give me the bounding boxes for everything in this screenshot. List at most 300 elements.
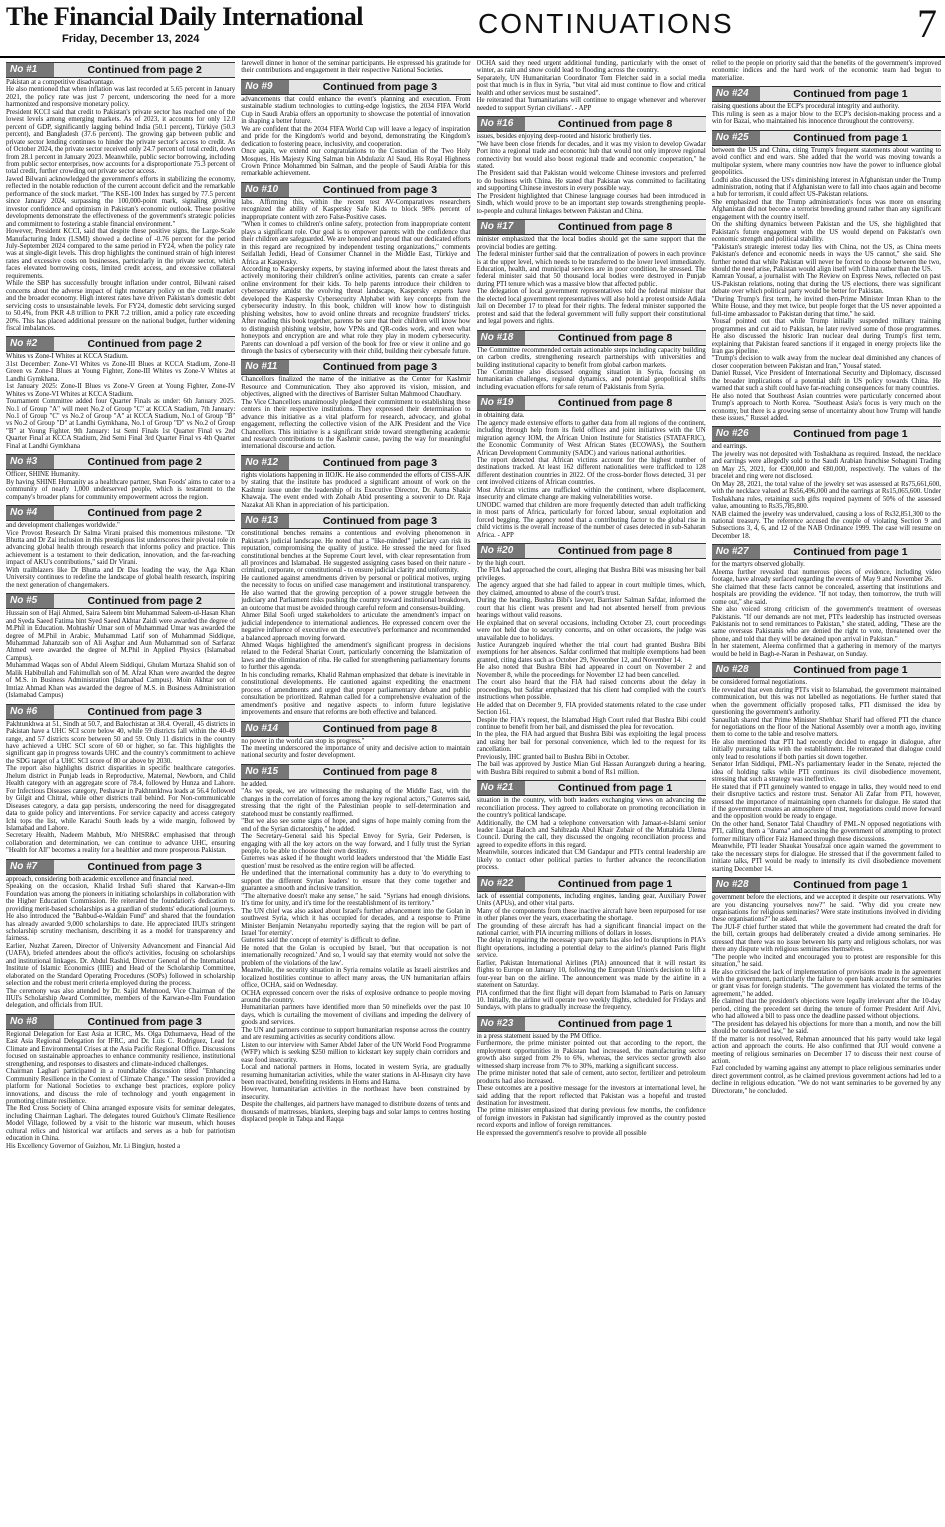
continuation-header [241, 359, 470, 375]
continuation-block [6, 1014, 235, 1150]
column-1 [6, 60, 235, 1522]
paragraph: Ahmed Waqas highlighted the amendment's significant progress in decisions related to the Federal Shariat Court, particularly concerning the Islamization of laws and the elimination of riba. He called for strengthening parliamentary forums to further this agenda. [241, 642, 471, 672]
article-body [477, 347, 706, 392]
paragraph: He also noted that Southeast Asian countries were particularly concerned about Trump's approach to North Korea. "Southeast Asia's focus is very much on the economy, but there is a growing sense of uncertainty about how Trump will handle these issues," Russel added. [711, 392, 941, 423]
paragraph: The UN and partners continue to support humanitarian response across the country and are resuming activities as security conditions allow. [241, 1026, 471, 1042]
article-body [6, 876, 235, 1010]
continuation-header [712, 86, 941, 102]
article-body [241, 472, 470, 509]
paragraph: Speaking on the occasion, Khalid Irshad Sufi shared that Karwan-e-Ilm Foundation was among the pioneers in initiating scholarships in collaboration with the Higher Education Commission. He reiterated the foundation's dedication to providing merit-based scholarships as a guardian of students' educational journeys. He also introduced the "Bahbud-e-Waldain Fund" and shared that the foundation has already awarded 9,000 scholarships to date. He appreciated IIUI's stringent scholarship scrutiny mechanism, describing it as a model for transparency and fairness. [6, 883, 236, 943]
paragraph: The JUI-F chief further stated that while the government had created the draft for the bill, certain groups had deliberately created a divide among seminaries. He stressed that there was no issue between his party and religious scholars, nor was there any dispute with religious seminaries themselves. [711, 923, 941, 954]
continuation-block [6, 336, 235, 450]
article-body [712, 147, 941, 423]
continuation-block [712, 86, 941, 125]
article-body [477, 893, 706, 1012]
continuation-header [6, 505, 235, 521]
paragraph: Chancellors finalized the name of the initiative as the Center for Kashmir Resource and Communication. They also approved its vision, mission, and objectives, aligned with the directives of Barrister Sultan Mahmood Chaudhary. [241, 376, 471, 399]
continuation-number: No #20 [477, 544, 525, 558]
page-number: 7 [917, 1, 937, 46]
continuation-block [712, 130, 941, 423]
paragraph: The federal minister further said that the centralization of powers in each province is at the upper level, which needs to be transferred to the lower level immediately. Education, health, and municipal services are in poor condition, he stressed. The federal minister said that 50 thousand local bodies were destroyed in Punjab during PTI tenure which was a massive blow that affected public. [476, 251, 706, 288]
paragraph: Meanwhile, the security situation in Syria remains volatile as Israeli airstrikes and localized hostilities continue to affect many areas, the UN humanitarian affairs office, OCHA, said on Wednesday. [241, 967, 471, 990]
paragraph: Vice Provost Research Dr Salma Virani praised this momentous milestone. "Dr Bhutta and Dr Zai inclusion in this prestigious list underscores their pivotal role in advancing global health through research that informs policy and practice. This achievement is a testament to their dedication, innovation, and the far-reaching impact of AKU's contributions," said Dr Virani. [6, 529, 236, 567]
continuation-block [477, 116, 706, 215]
article-body [6, 79, 235, 332]
paragraph: The Committee also discussed ongoing situation in Syria, focusing on humanitarian challenges, regional dynamics, and potential geopolitical shifts including evacuation efforts for safe return of Pakistanis from Syria. [476, 368, 706, 391]
continuation-header [477, 330, 706, 346]
paragraph: He added that on December 9, FIA provided statements related to the case under Section 161. [476, 701, 706, 717]
paragraph: issues, besides enjoying deep-rooted and historic brotherly ties. [476, 133, 652, 141]
paragraph: "When it comes to children's online safety, protection from inappropriate content plays a significant role. Our goal is to empower parents with the confidence that their children are safeguarded. We are honored and proud that our dedicated efforts in this regard are recognized by independent testing organizations," comments Seifallah Jedidi, Head of Consumer Channel in the Middle East, Türkiye and Africa at Kaspersky. [241, 221, 471, 266]
paragraph: Guterres said the concept of eternity' is difficult to define. [241, 937, 401, 945]
paragraph: UNODC warned that children are more frequently detected than adult trafficking in most parts of Africa, particularly for forced labour, sexual exploitation and forced begging. The agency noted that a contributing factor to the global rise in child victims is the overall increase of the number of cases detected in sub-Saharan Africa. - APP [476, 501, 706, 539]
paragraph: She also voiced strong criticism of the government's treatment of overseas Pakistanis. "If our demands are not met, PTI's leadership has instructed overseas Pakistanis not to send remittances to Pakistan," she stated, adding, "These are the same overseas Pakistanis who are denied the right to vote, threatened over the phone, and told that they will be detained upon arrival in Pakistan." [711, 606, 941, 643]
paragraph: She claimed that these facts cannot be concealed, asserting that institutions and hospitals are providing the evidence. "If not today, then tomorrow, the truth will come out," she said. [711, 583, 941, 606]
continuation-block [477, 219, 706, 325]
continuation-header [241, 513, 470, 529]
continuation-header [712, 877, 941, 893]
paragraph: He also mentioned that PTI had recently decided to engage in dialogue, after initially pursuing talks with the establishment. He reiterated that dialogue could only lead to resolutions if both parties sit down together. [711, 738, 941, 761]
continuation-block [6, 62, 235, 332]
continuation-number: No #28 [712, 878, 760, 892]
paragraph: By having SHINE Humanity as a healthcare partner, Shan Foods' aims to cater to a community of nearly 1,000 underserved people, which is testament to the company's broader plans for community empowerment across the region. [6, 478, 236, 501]
paragraph: Additionally, the CM had a telephone conversation with Jamaat-e-Islami senior leader Liaqat Baloch and Sahibzada Abul Khair Zubair of the Muttahida Ulema Council. During the call, they discussed the ongoing reconciliation process and agreed to expedite efforts in this regard. [476, 819, 706, 849]
paragraph: 1st January 2025: Zone-II Blues vs Zone-V Green at Young Fighter, Zone-IV Whites vs Zone-VI Whites at KCCA Stadium. [6, 383, 236, 398]
article-body [712, 443, 941, 540]
continuation-block [241, 60, 470, 75]
continuation-title: Continued from page 2 [87, 64, 202, 76]
paragraph: Humanitarian partners have identified more than 50 minefields over the past 10 days, which is curtailing the movement of civilians and impeding the delivery of goods and services. [241, 1004, 471, 1027]
paragraph: Kamran Yousaf, a journalist with The Review on Express News, reflected on past US-Pakistan relations, noting that during the US elections, there was significant debate over which political party would be better for Pakistan. [711, 273, 941, 296]
continuation-title: Continued from page 3 [322, 456, 438, 469]
paragraph: He also mentioned that when inflation was last recorded at 5.65 percent in January 2021, the policy rate was just 7 percent, underscoring the need for a more harmonized and responsive monetary policy. [6, 86, 236, 109]
column-2 [241, 60, 470, 1522]
continuation-title: Continued from page 8 [557, 221, 673, 234]
continuation-title: Continued from page 3 [87, 705, 202, 718]
paragraph: He expressed the government's resolve to provide all possible [476, 1129, 647, 1137]
paragraph: The UN chief was also asked about Israel's further advancement into the Golan in southwest Syria, which it has occupied for decades, and a response to Prime Minister Benjamin Netanyahu reportedly saying that the region will be part of Israel 'for eternity'. [241, 907, 471, 937]
continuation-header [477, 116, 706, 132]
continuation-number: No #17 [477, 220, 525, 234]
continuation-block [477, 330, 706, 392]
paragraph: He stated that if PTI genuinely wanted to engage in talks, they would need to end their disruptive tactics and restore trust. Senator Ali Zafar from PTI, however, stressed the importance of maintaining open channels for dialogue. He stated that if the government creates an atmosphere of trust, negotiations could move forward and the opposition would be ready to engage. [711, 783, 941, 821]
continuation-number: No #13 [241, 514, 289, 528]
paragraph: for the martyrs observed globally. [711, 561, 805, 569]
paragraph: The President highlighted that Chinese language courses had been introduced in Sindh, which would prove to be an important step towards strengthening people-to-people and cultural linkages between Pakistan and China. [476, 192, 706, 215]
continuation-number: No #18 [477, 331, 525, 345]
paragraph: Senator Irfan Siddiqui, PML-N's parliamentary leader in the Senate, rejected the idea of holding talks while PTI continues its civil disobedience movement, stressing that such a strategy was ineffective. [711, 761, 941, 784]
paragraph: and earrings. [711, 443, 748, 451]
paragraph: Pakistan at a competitive disadvantage. [6, 79, 115, 86]
paragraph: He explained that on several occasions, including October 23, court proceedings were not held due to security concerns, and on other occasions, the judge was unavailable due to holidays. [476, 619, 706, 642]
paragraph: advancements that could enhance the event's planning and execution. From sustainable stadium technologies to cutting-edge logistics, the 2034 FIFA World Cup in Saudi Arabia offers an opportunity to showcase the potential of innovation in shaping a better future. [241, 95, 471, 126]
continuation-header [6, 336, 235, 352]
paragraph: Ahmer Bilal Soofi urged stakeholders to articulate the amendment's impact on judicial independence to international audiences. He expressed concern over the negative influence of executive on the executive's performance and recommended a balanced approach moving forward. [241, 612, 471, 642]
paragraph: Most African victims are trafficked within the continent, where displacement, insecurity and climate change are making vulnerabilities worse. [476, 486, 706, 502]
paragraph: The Red Cross Society of China arranged exposure visits for seminar delegates, including Chairman Laghari. The delegates toured Guizhou's Climate Resilience Model Village, followed by a visit to the historic war museum, which houses cultural relics and historical war artifacts and serves as a hub for patriotism education in China. [6, 1105, 236, 1143]
paragraph: raising questions about the ECP's procedural integrity and authority. [711, 103, 900, 111]
continuation-header [477, 395, 706, 411]
continuation-number: No #10 [241, 183, 289, 197]
continuation-number: No #8 [6, 1015, 54, 1029]
paragraph: Many of the components from these inactive aircraft have been repurposed for use in other planes over the years, exacerbating the shortage. [476, 907, 706, 923]
section-title: CONTINUATIONS [478, 8, 734, 39]
continuation-number: No #11 [241, 360, 289, 374]
issue-date: Friday, December 13, 2024 [62, 33, 200, 45]
continuation-block [712, 662, 941, 873]
paragraph: Chairman Laghari participated in a roundtable discussion titled "Enhancing Community Resilience in the Context of Climate Change." The session provided a platform for National Societies to exchange best practices, explore policy innovations, and discuss the role of technology and youth engagement in promoting climate resilience. [6, 1068, 236, 1106]
paragraph: Secretary Health, Nadeem Mahbub, M/o NHSR&C emphasised that through collaboration and determination, we can continue to advance UHC, ensuring "Health for All" becomes a reality for a healthier and more prosperous Pakistan. [6, 832, 236, 855]
paragraph: Lodhi also discussed the US's diminishing interest in Afghanistan under the Trump administration, noting that if Afghanistan were to fall into chaos again and become a hub for terrorism, it could affect US-Pakistan relations. [711, 176, 941, 199]
paragraph: labs. Affirming this, within the recent test AV-Comparatives researchers recognized the ability of Kaspersky Safe Kids to block 98% percent of inappropriate content with zero False-Positive cases. [241, 198, 471, 221]
continuation-title: Continued from page 1 [557, 782, 673, 795]
column-4 [712, 60, 941, 1522]
paragraph: Yousaf pointed out that while Trump initially suspended military training programmes and cut aid to Pakistan, he later revived some of those programmes. He also discussed the historic Iran nuclear deal during Trump's first term, explaining that Pakistan feared sanctions if it engaged in energy projects like the Iran gas pipeline. [711, 318, 941, 355]
continuation-title: Continued from page 8 [557, 331, 673, 344]
newspaper-name: The Financial Daily International [6, 2, 363, 31]
paragraph: His Excellency Governor of Guizhou, Mr. Li Bingjun, hosted a [6, 1142, 181, 1150]
paragraph: in obtaining data. [476, 412, 525, 420]
continuation-block [477, 876, 706, 1012]
paragraph: Pakhtunkhwa at 51, Sindh at 50.7, and Balochistan at 38.4. Overall, 45 districts in Pakistan have a UHC SCI score below 40, while 59 districts fall within the 40-49 range, and 57 districts score between 50 and 59. Only 11 districts in the country have achieved a UHC SCI score of 60 or higher, so far. This highlights the significant gap in progress towards UHC and the country's commitment to achieve the SDG target of a UHC SCI score of 80 or above by 2030. [6, 720, 236, 765]
paragraph: be considered formal negotiations. [711, 679, 808, 687]
continuation-title: Continued from page 8 [322, 722, 438, 735]
paragraph: "We have been close friends for decades, and it was my vision to develop Gwadar Port into a regional trade and economic hub that would not only improve regional connectivity but would also boost regional trade and economic cooperation," he stated. [476, 140, 706, 170]
masthead [0, 0, 945, 58]
paragraph: constitutional benches remains a contentious and evolving phenomenon in Pakistan's judicial landscape. He noted that a "like-minded" judiciary can risk its reputation, compromising the quality of justice. He stressed the need for fixed constitutional benches at the Supreme Court level, with clear representation from all provinces and Islamabad. He suggested assigning cases based on their nature - criminal, corporate, or constitutional - to ensure judicial clarity and uniformity. [241, 530, 471, 575]
continuation-block [6, 454, 235, 501]
paragraph: Regional Delegation for East Asia at ICRC, Ms. Olga Dzhumaeva, Head of the East Asia Regional Delegation for IFRC, and Dr. Luis C. Rodriguez, Lead for Climate and Environmental Crises at the Asia Pacific Regional Office. Discussions focused on sustainable approaches to enhance community resilience, institutional strengthening, and responses to disasters and climate-induced challenges. [6, 1030, 236, 1068]
paragraph: The ceremony was also attended by Dr. Sajid Mehmood, Vice Chairman of the IIUI's Scholarship Award Committee, members of the Karwan-e-Ilm Foundation delegation, and officials from IIUI. [6, 987, 236, 1010]
continuation-header [6, 704, 235, 720]
paragraph: Despite the challenges, aid partners have managed to distribute dozens of tents and thousands of mattresses, blankets, sleeping bags and solar lamps to centres hosting displaced people in Tabqa and Raqqa [241, 1101, 471, 1124]
paragraph: The prime minister emphasized that during previous few months, the confidence of foreign investors in Pakistan had significantly improved as the country posted record exports and inflow of foreign remittances. [476, 1107, 706, 1130]
paragraph: Meanwhile, sources indicated that CM Gandapur and PTI's central leadership are likely to contact other political parties to further advance the reconciliation process. [476, 849, 706, 872]
article-body [6, 353, 235, 450]
continuation-number: No #9 [241, 80, 289, 94]
continuation-header [6, 454, 235, 470]
article-body [6, 522, 235, 589]
paragraph: Tournament Committee added four Quarter Finals as under: 6th January 2025. No.1 of Group "A" will meet No.2 of Group "C" at KCCA Stadium, 7th January: No.1 of Group "C" vs No.2 of Group "A" at KCCA Stadium, No.1 of Group "B" vs No.2 of Group "D" at Landhi Gymkhana, No.1 of Group "D" vs No.2 of Group "B" at Young Fighter. 9th January: 1st Semi Finals 1st Quarter Final vs 2nd Quarter Final at KCCA Stadium, 2nd Semi Final 3rd Quarter Final vs 4th Quarter Final at Landhi Gymkhana [6, 398, 236, 450]
paragraph: Officer, SHINE Humanity. [6, 471, 80, 479]
paragraph: Earlier, Nuzhat Zareen, Director of University Advancement and Financial Aid (UAFA), briefed attendees about the office's activities, focusing on scholarships and institutional linkages. Dr. Abdul Rashid, Director General of the International Institute of Islamic Economics (IIIE) and Head of the Scholarship Committee, elaborated on the Standard Operating Procedures (SOPs) followed in scholarship selection and the robust merit criteria employed during the process. [6, 942, 236, 988]
paragraph: Listen to our interview with Samer Abdel Jaber of the UN World Food Programme (WFP) which is seeking $250 million to kickstart key supply chain corridors and ease food insecurity. [241, 1041, 471, 1064]
paragraph: He noted that the Golan is occupied by Israel, 'but that occupation is not internationally recognized.' And so, I would say that eternity would not solve the problem of the violations of the law'. [241, 944, 471, 967]
continuation-block [712, 60, 941, 82]
continuation-number: No #28 [712, 663, 760, 677]
paragraph: government before the elections, and we accepted it despite our reservations. Why are you distancing yourselves now?" he said. "Why did you create new organisations for religious seminaries? Were state institutions involved in dividing these organisations?" he asked. [711, 894, 941, 924]
continuation-block [241, 721, 470, 760]
paragraph: This ruling is seen as a major blow to the ECP's decision-making process and a win for Bazai, who maintained his innocence throughout the controversy. [711, 110, 941, 126]
paragraph: Previously, IHC granted bail to Bushra Bibi in October. [476, 753, 630, 761]
paragraph: The delay in repairing the necessary spare parts has also led to disruptions in PIA's flight operations, including a potential delay to the airline's planned Paris flight service. [476, 937, 706, 960]
paragraph: The grounding of these aircraft has had a significant financial impact on the national carrier, with PIA incurring millions of dollars in losses. [476, 922, 706, 937]
article-body [712, 561, 941, 658]
article-body [712, 894, 941, 1095]
paragraph: He also noted that Bushra Bibi had appeared in court on November 2 and November 8, while the proceedings for November 12 had been cancelled. [476, 664, 706, 679]
paragraph: On the shifting dynamics between Pakistan and the US, she highlighted that Pakistan's future engagement with the US would depend on Pakistan's own economic strength and political stability. [711, 221, 941, 244]
paragraph: he added. [241, 780, 268, 788]
paragraph: He cautioned against amendments driven by personal or political motives, urging the necessity to focus on unified case management and institutional transparency. He also warned that the growing perception of a power struggle between the judiciary and Parliament risks pushing the country toward institutional breakdown, an outcome that must be avoided through careful reform and consensus-building. [241, 574, 471, 612]
paragraph: In his concluding remarks, Khalid Rahman emphasized that debate is inevitable in constitutional developments. He cautioned against expediting the enactment process of amendments and urged that proper parliamentary debate and public consultation be prioritized. Rahman called for a comprehensive evaluation of the amendment's positive and negative aspects to inform future legislative improvements and ensure that reforms are both effective and balanced. [241, 671, 471, 717]
paragraph: On the other hand, Senator Talal Chaudhry of PML-N opposed negotiations with PTI, calling them a "drama" and accusing the government of attempting to protect former military officer Faiz Hameed through these discussions. [711, 820, 941, 843]
continuation-number: No #26 [712, 427, 760, 441]
continuation-header [712, 662, 941, 678]
paragraph: Meanwhile, PTI leader Shaukat Yousafzai once again warned the government to take the necessary steps for dialogue. He stressed that if the government failed to initiate talks, PTI would be ready to intensify its civil disobedience movement starting December 14. [711, 843, 941, 873]
paragraph: OCHA expressed concern over the risks of explosive ordnance to people moving around the country. [241, 989, 471, 1005]
paragraph: "The president has delayed his objections for more than a month, and now the bill should be considered law," he said. [711, 1020, 941, 1036]
paragraph: If the matter is not resolved, Rehman announced that his party would take legal action and approach the courts. He also confirmed that JUI would convene a meeting of religious seminaries on December 17 to discuss their next course of action. [711, 1035, 941, 1066]
paragraph: The agency made extensive efforts to gather data from all regions of the continent, including through help from its field offices and joint initiatives with the UN migration agency IOM, the African Union Institute for Statistics (STATAFRIC), the Economic Community of West African States (ECOWAS), the Southern African Development Community (SADC) and various national authorities. [476, 419, 706, 457]
continuation-header [712, 130, 941, 146]
continuation-title: Continued from page 1 [793, 131, 908, 144]
paragraph: Daniel Russel, Vice President of International Security and Diplomacy, discussed the broader implications of a potential shift in US policy towards China. He warned that such a shift could have far-reaching consequences for many countries. [711, 370, 941, 393]
paragraph: PIA confirmed that the first flight will depart from Islamabad to Paris on January 10. Initially, the airline will operate two weekly flights, scheduled for Fridays and Sundays, with plans to gradually increase the frequency. [476, 989, 706, 1012]
continuation-title: Continued from page 1 [793, 664, 908, 677]
article-body [477, 133, 706, 215]
paragraph: minister emphasized that the local bodies should get the same support that the provincial bodies are getting. [476, 236, 706, 251]
continuation-header [477, 876, 706, 892]
continuation-title: Continued from page 8 [322, 765, 438, 778]
continuation-block [6, 859, 235, 1010]
continuation-title: Continued from page 8 [557, 118, 673, 131]
continuation-title: Continued from page 3 [322, 80, 438, 93]
paragraph: "Pakistan's strategic interest today lies with China, not the US, as China meets Pakistan's defence and economic needs in ways the US cannot," she said. She further noted that while Pakistan will never be forced to choose between the two, should the need arise, Pakistan would align itself with China rather than the US. [711, 243, 941, 273]
paragraph: Justice Aurangzeb inquired whether the trial court had granted Bushra Bibi exemptions for her absences. Safdar confirmed that multiple exemptions had been granted, citing dates such as October 29, November 12, and November 14. [476, 642, 706, 664]
continuation-block [241, 455, 470, 509]
article-body [6, 471, 235, 501]
continuation-header [241, 182, 470, 198]
paragraph: The court also heard that the FIA had raised concerns about the delay in proceedings, but Safdar emphasized that his client had complied with the court's instructions when possible. [476, 679, 706, 702]
paragraph: He revealed that even during PTI's visit to Islamabad, the government maintained communication, but this was not labelled as negotiations. He further stated that when the government officially proposed talks, PTI dismissed the idea by questioning the government's authority. [711, 686, 941, 717]
paragraph: He also criticised the lack of implementation of provisions made in the agreement with the government, particularly the failure to open bank accounts for seminaries or grant visas for foreign students. "The government has violated the terms of the agreement," he added. [711, 968, 941, 998]
paragraph: situation in the country, with both leaders exchanging views on advancing the reconciliation process. They agreed to collaborate on promoting reconciliation in the country's political landscape. [476, 797, 706, 820]
continuation-title: Continued from page 8 [557, 397, 673, 410]
paragraph: Once again, we extend our congratulations to the Custodian of the Two Holy Mosques, His Majesty King Salman bin Abdulaziz Al Saud, His Royal Highness Crown Prince Mohammed bin Salman, and the people of Saudi Arabia for this remarkable achievement. [241, 148, 471, 178]
article-body [477, 60, 706, 112]
continuation-number: No #22 [477, 877, 525, 891]
continuation-block [477, 60, 706, 112]
paragraph: and development challenges worldwide." [6, 522, 120, 530]
continuation-title: Continued from page 2 [87, 595, 202, 608]
paragraph: Guterres was asked if he thought world leaders understood that 'the Middle East question' must be resolved as the entire region will be affected. [241, 855, 471, 870]
continuation-title: Continued from page 2 [87, 507, 202, 520]
paragraph: He underlined that the international community has a duty to 'do everything to support the different Syrian leaders' to ensure that they come together and guarantee a smooth and inclusive transition. [241, 870, 471, 893]
continuation-block [712, 544, 941, 658]
paragraph: NAB claimed the jewelry was undervalued, causing a loss of Rs32,851,300 to the national treasury. The reference accused the couple of violating Section 9 and Subsections 3, 4, 6, and 12 of the NAB Ordinance 1999. The case will resume on December 18. [711, 510, 941, 540]
paragraph: "The people who incited and encouraged you to protest are responsible for this situation," he said. [711, 953, 941, 969]
paragraph: OCHA said they need urgent additional funding, particularly with the onset of winter, as rain and snow could lead to flooding across the country. [476, 60, 706, 75]
paragraph: lack of essential components, including engines, landing gear, Auxiliary Power Units (APUs), and other vital parts. [476, 892, 706, 908]
continuation-header [241, 764, 470, 780]
column-3 [477, 60, 706, 1522]
continuation-block [712, 877, 941, 1095]
paragraph: between the US and China, citing Trump's frequent statements about wanting to avoid conflict and end wars. She added that the world was moving towards a multipolar system, where many countries now have the power to influence global geopolitics. [711, 146, 941, 177]
continuation-block [477, 395, 706, 539]
continuation-number: No #6 [6, 705, 54, 719]
paragraph: The delegation of local government representatives told the federal minister that the elected local government representatives will also hold a protest outside Adiala Jail on December 17 to plead for their rights. The federal minister supported the protest and said that the federal government will fully support their constitutional and legal powers and rights. [476, 288, 706, 326]
article-body [241, 60, 470, 75]
article-body [241, 199, 470, 356]
continuation-title: Continued from page 3 [87, 860, 202, 873]
paragraph: On May 28, 2021, the total value of the jewelry set was assessed at Rs75,661,600, with the necklace valued at Rs56,496,000 and the earrings at Rs15,065,600. Under Toshakhana rules, retaining such gifts required payment of 50% of the assessed value, amounting to Rs35,785,800. [711, 480, 941, 511]
continuation-block [241, 359, 470, 451]
continuation-header [6, 593, 235, 609]
article-body [6, 610, 235, 699]
continuation-header [241, 79, 470, 95]
continuation-number: No #12 [241, 456, 289, 470]
continuation-number: No #23 [477, 1017, 525, 1031]
continuation-number: No #5 [6, 594, 54, 608]
continuation-number: No #27 [712, 545, 760, 559]
paragraph: The meeting underscored the importance of unity and decisive action to maintain national security and foster development. [241, 744, 471, 760]
paragraph: Hussain son of Haji Ahmed, Saira Saleem bint Muhammad Saleem-ul-Hasan Khan and Syeda Saeed Fatima bint Syed Saeed Akhtar Zaidi were awarded the degree of M.Phil in Education. Mohtashir Umar son of Muhammad Umar was awarded the degree of M.Phil in Arabic. Muhammad Latif son of Muhammad Siddique, Muhammad Jahanzaib son of Ali Asghar and Aun Muhammad son of Sarfaraz Ahmed were awarded the degree of M.Phil in Applied Physics (Islamabad Campus). [6, 610, 236, 662]
continuation-header [6, 859, 235, 875]
article-body [241, 96, 470, 178]
continuation-header [712, 544, 941, 560]
paragraph: The report detected that African victims account for the highest number of destinations tracked. At least 162 different nationalities were trafficked to 128 different destination countries in 2022. Of the cross-border flows detected, 31 per cent involved citizens of African countries. [476, 457, 706, 487]
continuation-header [477, 1016, 706, 1032]
paragraph: relief to the people on priority said that the benefits of the government's improved economic indices and the hard work of the economic team had begun to materialize. [711, 60, 941, 82]
paragraph: Local and national partners in Homs, located in western Syria, are gradually resuming humanitarian activities, while the water stations in Al-Husayn city have been reactivated, benefiting residents in Homs and Hama. [241, 1064, 471, 1087]
paragraph: He reiterated that 'humanitarians will continue to engage whenever and wherever needed to support Syrian civilians'. - APP [476, 97, 706, 112]
paragraph: Muhammad Waqas son of Abdul Aleem Siddiqui, Ghulam Murtaza Shahid son of Malik Habibullah and Fahimullah son of M. Afzal Khan were awarded the degree of M.S. in Business Administration (Islamabad Campus). Moin Akhtar son of Imtiaz Ahmad Khan was awarded the degree of M.S. in Business Administration (Islamabad Campus) [6, 662, 236, 700]
paragraph: Separately, UN Humanitarian Coordinator Tom Fletcher said in a social media post that much is in flux in Syria, "but vital aid must continue to flow and critical health and other services must be sustained". [476, 74, 706, 97]
paragraph: The Vice Chancellors unanimously pledged their commitment to establishing these centers in their respective institutions. They expressed their determination to advance this initiative as a vital platform for research, advocacy, and global engagement, reflecting the collective vision of the AJK President and the Vice Chancellors. This initiative is a significant stride toward strengthening academic and research contributions to the Kashmir cause, paving the way for meaningful international discourse and action. [241, 398, 471, 451]
article-body [712, 103, 941, 125]
continuation-header [477, 543, 706, 559]
paragraph: With trailblazers like Dr Bhutta and Dr Das leading the way, the Aga Khan University continues to redefine the landscape of global health research, inspiring the next generation of changemakers. [6, 566, 236, 589]
continuation-block [241, 182, 470, 356]
paragraph: Aleema further revealed that numerous pieces of evidence, including video footage, have already surfaced regarding the events of May 9 and November 26. [711, 568, 941, 584]
continuation-title: Continued from page 3 [87, 1015, 202, 1028]
article-body [6, 1031, 235, 1150]
paragraph: These outcomes are a positive message for the investors at international level, he said adding that the report reflected that Pakistan was a hopeful and trusted destination for investment. [476, 1085, 706, 1108]
continuation-title: Continued from page 1 [557, 1017, 673, 1030]
continuation-number: No #3 [6, 455, 54, 469]
paragraph: In the plea, the FIA had argued that Bushra Bibi was exploiting the legal process and using her bail for personal convenience, which led to the request for its cancellation. [476, 731, 706, 754]
article-body [241, 738, 470, 760]
continuation-title: Continued from page 3 [322, 515, 438, 528]
continuation-title: Continued from page 1 [557, 877, 673, 890]
paragraph: The Secretary-General said his Special Envoy for Syria, Geir Pedersen, is engaging with all the key actors on the way forward, and I fully trust the Syrian people, to be able to choose their own destiny. [241, 833, 471, 855]
continuation-number: No #16 [477, 117, 525, 131]
paragraph: She emphasized that the Trump administration's focus was more on ensuring Afghanistan did not become a terrorist breeding ground rather than any significant engagement with the country itself. [711, 198, 941, 221]
article-body [477, 1033, 706, 1137]
article-body [477, 412, 706, 539]
paragraph: Jawed Bilwani acknowledged the government's efforts in stabilizing the economy, reflected in the notable reduction of the current account deficit and the remarkable performance of the stock market. "The KSE-100 Index has surged by 77.5 percent since January 2024, surpassing the 100,000-point mark, signaling growing investor confidence and optimism in Pakistan's economic outlook. These positive developments demonstrate the effectiveness of the government's strategic policies and commitment to fostering a stable financial environment." [6, 175, 236, 228]
article-body [477, 236, 706, 325]
continuation-title: Continued from page 1 [793, 88, 908, 101]
continuation-title: Continued from page 2 [87, 338, 202, 351]
paragraph: The jewelry was not deposited with Toshakhana as required. Instead, the necklace and earrings were allegedly sold to the Saudi Arabian franchise Sohaguni Trading on May 25, 2021, for €300,000 and €80,000, respectively. The values of the bracelet and ring were not disclosed. [711, 450, 941, 481]
paragraph: approach, considering both academic excellence and financial need. [6, 875, 194, 883]
article-body [241, 376, 470, 451]
continuation-block [477, 780, 706, 872]
paragraph: He claimed that the president's objections were legally irrelevant after the 10-day period, citing the precedent set during the tenure of former President Arif Alvi, who had allowed a bill to pass once the deadline passed without objections. [711, 998, 941, 1021]
article-columns [6, 60, 941, 1522]
paragraph: In her statement, Aleema confirmed that a gathering in memory of the martyrs would be held in Bagh-e-Naran in Peshawar, on Sunday. [711, 643, 941, 658]
article-body [241, 530, 470, 716]
paragraph: While the SBP has successfully brought inflation under control, Bilwani raised concerns about the adverse impact of tight monetary policy on the credit market and the broader economy. High interest rates have driven Pakistan's domestic debt servicing costs to unsustainable levels. For FY24, domestic debt servicing surged to 50.4%, from PKR 4.8 trillion to PKR 7.2 trillion, amid a policy rate exceeding 20%. This has placed additional pressure on the national budget, further widening fiscal imbalances. [6, 280, 236, 332]
article-body [712, 60, 941, 82]
continuation-block [712, 426, 941, 540]
paragraph: Furthermore, the prime minister pointed out that according to the report, the employment opportunities in Pakistan had increased, the manufacturing sector growth also surged from 2% to 6%, whereas, the services sector growth also witnessed sharp increase from 7% to 30%, marking a significant success. [476, 1040, 706, 1070]
continuation-number: No #1 [6, 63, 54, 77]
paragraph: The agency argued that she had failed to appear in court multiple times, which, they claimed, amounted to abuse of the court's trust. [476, 582, 706, 597]
continuation-header [477, 219, 706, 235]
continuation-title: Continued from page 3 [322, 361, 438, 374]
continuation-title: Continued from page 1 [793, 428, 908, 441]
continuation-header [6, 62, 235, 78]
continuation-block [241, 79, 470, 178]
continuation-number: No #7 [6, 860, 54, 874]
continuation-header [6, 1014, 235, 1030]
paragraph: During the hearing, Bushra Bibi's lawyer, Barrister Salman Safdar, informed the court that his client was present and had not absented herself from previous hearings without valid reasons. [476, 597, 706, 620]
paragraph: Whites vs Zone-I Whites at KCCA Stadium. [6, 353, 129, 361]
paragraph: President KCCI said that credit to Pakistan's private sector has reached one of the lowest levels among emerging markets. As of 2023, it accounts for only 12.0 percent of GDP, significantly lagging behind India (50.1 percent), Türkiye (50.3 percent), and Bangladesh (37.6 percent). The growing gap between public and private sector lending continues to hinder the private sector's access to credit. As of October 2024, the private sector received only 24.7 percent of total credit, down from 28.1 percent in January 2023. Meanwhile, public sector borrowing, including from public sector enterprises, now accounts for a disproportionate 75.3 percent of total credit, further crowding out private sector access. [6, 108, 236, 176]
paragraph: "But we also see some signs of hope, and signs of hope mainly coming from the end of the Syrian dictatorship," he added. [241, 818, 471, 833]
continuation-block [477, 543, 706, 776]
continuation-title: Continued from page 1 [793, 546, 908, 559]
paragraph: farewell dinner in honor of the seminar participants. He expressed his gratitude for their contributions and engagement in their respective National Societies. [241, 60, 471, 75]
paragraph: "During Trump's first term, he invited then-Prime Minister Imran Khan to the White House, and they met twice, but people forget that the US never appointed a full-time ambassador to Pakistan during that time," he said. [711, 295, 941, 318]
paragraph: The bail was approved by Justice Mian Gul Hassan Aurangzeb during a hearing, with Bushra Bibi required to submit a bond of Rs1 million. [476, 761, 706, 776]
article-body [241, 781, 470, 1124]
continuation-block [6, 593, 235, 699]
continuation-number: No #25 [712, 131, 760, 145]
paragraph: The FIA had approached the court, alleging that Bushra Bibi was misusing her bail privileges. [476, 567, 706, 582]
continuation-title: Continued from page 1 [793, 879, 908, 892]
article-body [477, 560, 706, 776]
paragraph: We are confident that the 2034 FIFA World Cup will leave a legacy of inspiration and pride for the Kingdom's world and beyond, demonstrating the Kingdom's dedication to fostering peace, inclusivity, and cooperation. [241, 125, 471, 148]
continuation-number: No #14 [241, 722, 289, 736]
continuation-number: No #19 [477, 396, 525, 410]
paragraph: The Committee recommended certain actionable steps including capacity building on carbon credits, strengthening research partnerships with universities and building institutional capacity to benefit from global carbon markets. [476, 346, 706, 369]
continuation-number: No #21 [477, 781, 525, 795]
continuation-block [241, 513, 470, 716]
paragraph: Despite the FIA's request, the Islamabad High Court ruled that Bushra Bibi could continue to benefit from her bail, and dismissed the plea for revocation. [476, 716, 706, 731]
paragraph: The prime minister noted that sale of cement, auto sector, fertilizer and petroleum products had also increased. [476, 1070, 706, 1085]
continuation-number: No #2 [6, 337, 54, 351]
continuation-header [477, 780, 706, 796]
continuation-number: No #24 [712, 87, 760, 101]
continuation-block [6, 704, 235, 855]
continuation-title: Continued from page 2 [87, 456, 202, 469]
continuation-header [241, 721, 470, 737]
article-body [477, 797, 706, 872]
paragraph: by the high court. [476, 560, 526, 568]
paragraph: According to Kaspersky experts, by staying informed about the latest threats and actively monitoring their children's online activities, parents can create a safer online environment for their kids. To help parents introduce their children to cybersecurity amidst the evolving threat landscape, Kaspersky experts have developed the Kaspersky Cybersecurity Alphabet with key concepts from the cybersecurity industry. In this book, children will know how to distinguish phishing websites, how to avoid online threats and recognize fraudsters' tricks. After reading this book together, parents be sure that their children will know how to distinguish phishing website, how VPNs and QR-codes work, and even what honeypots and encryption are and what role they play in modern cybersecurity. Parents can download a pdf version of the book for free or view it online and go through the basics of cybersecurity with their child, building their cybersafe future. [241, 265, 471, 355]
paragraph: The report also highlights district disparities in specific healthcare categories. Jhelum district in Punjab leads in Reproductive, Maternal, Newborn, and Child Health category with an aggregate score of 78.4, followed by Hunza and Lahore. For Infectious Diseases category, Peshawar in Pakhtunkhwa leads at 56.4 followed by Gilgit and Chitral, while other districts trail behind. For Non-communicable Diseases category, a data gap persists, underscoring the need for disaggregated data to guide policy and interventions. For service capacity and access category Ichi tops the list, while Karachi South leads by a wide margin, followed by Islamabad and Lahore. [6, 765, 236, 832]
paragraph: Earlier, Pakistan International Airlines (PIA) announced that it will restart its flights to Europe on January 10, following the European Union's decision to lift a four-year ban on the airline. The announcement was made by the airline in a statement on Saturday. [476, 959, 706, 990]
continuation-number: No #15 [241, 765, 289, 779]
continuation-number: No #4 [6, 506, 54, 520]
paragraph: "As we speak, we are witnessing the reshaping of the Middle East, with the changes in the correlation of forces among the key regional actors," Guterres said, stressing that the right of the Palestinian people to self-determination and statehood must be constantly reaffirmed. [241, 788, 471, 818]
paragraph: However, President KCCI, said that despite these positive signs, the Large-Scale Manufacturing Index (LSMI) showed a decline of -0.76 percent for the period July-September 2024 compared to the same period in FY24, when the policy rate was at single-digit levels. This drop highlights the continued strain of high interest rates and excessive costs on businesses, particularly in the private sector, which faces elevated borrowing costs, limited credit access, and excessive collateral requirements. [6, 228, 236, 280]
paragraph: The President said that Pakistan would welcome Chinese investors and preferred to do business with China. He stated that Pakistan was committed to facilitating and supporting Chinese investors in every possible way. [476, 170, 706, 193]
paragraph: Sanaullah shared that Prime Minister Shehbaz Sharif had offered PTI the chance for negotiations on the floor of the National Assembly over a month ago, inviting them to come to the table and resolve matters. [711, 716, 941, 739]
continuation-block [241, 764, 470, 1124]
continuation-title: Continued from page 8 [557, 545, 673, 558]
continuation-block [6, 505, 235, 589]
article-body [6, 721, 235, 855]
paragraph: "The alternative doesn't make any sense," he said. "Syrians had enough divisions. It's time for unity, and it's time for the reestablishment of its territory." [241, 892, 471, 908]
paragraph: rights violations happening in IIOJK. He also commended the efforts of CISS-AJK by stating that the institute has produced a significant amount of work on the Kashmir issue under the leadership of its Executive Director, Dr. Asma Shakir Khawaja. The event ended with Zohaib Abid presenting a souvenir to Dr. Raja Nazakat Ali Khan in appreciation of his participation. [241, 471, 471, 509]
paragraph: However, humanitarian activities in the northeast have been constrained by insecurity. [241, 1086, 471, 1101]
continuation-title: Continued from page 3 [322, 183, 438, 196]
paragraph: no power in the world can stop its progress." [241, 737, 365, 745]
